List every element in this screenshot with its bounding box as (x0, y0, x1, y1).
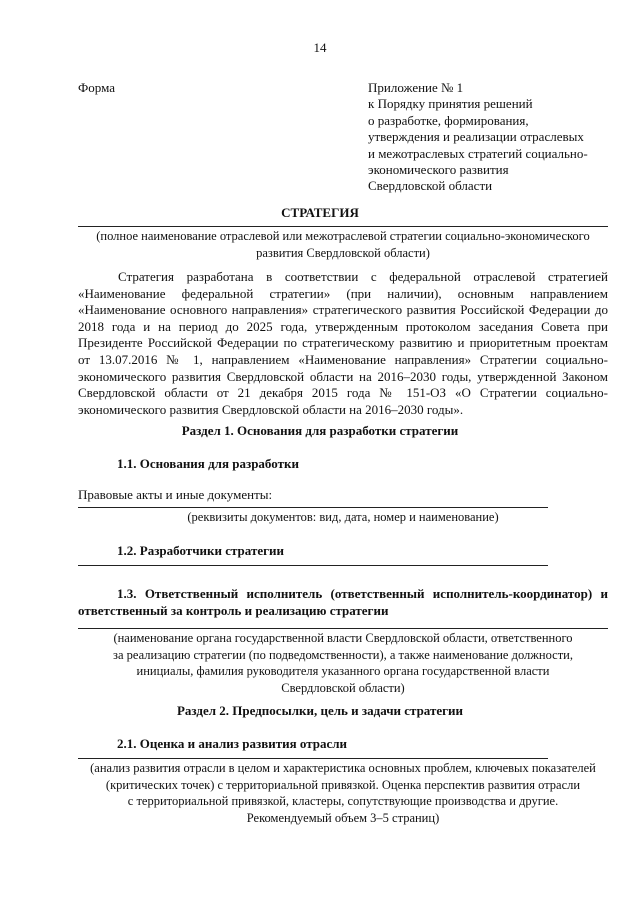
title-caption: (полное наименование отраслевой или межотраслевой стратегии социально-экономического развития Свердловской области) (96, 229, 590, 260)
section-2-heading: Раздел 2. Предпосылки, цель и задачи стратегии (176, 703, 464, 718)
document-title: СТРАТЕГИЯ (281, 205, 359, 220)
appendix-block (368, 80, 618, 195)
intro-paragraph: Стратегия разработана в соответствии с федеральной отраслевой стратегией «Наименование федеральной стратегии» (при наличии), основным направлением «Наименование основного направления» стратегического развития Российской Федерации до 2018 года и на период до 2025 года, утвержденным протоколом заседания Совета при Президенте Российской Федерации по стратегическому развитию и приоритетным проектам от 13.07.2016 № 1, направлением «Наименование направления» Стратегии социально-экономического развития Свердловской области на 2016–2030 годы, утвержденной Законом Свердловской области от 21 декабря 2015 года № 151-ОЗ «О Стратегии социально-экономического развития Свердловской области на 2016–2030 годы». (78, 269, 608, 417)
fill-in-line (78, 226, 608, 227)
appendix-line: утверждения и реализации отраслевых (368, 129, 584, 145)
page-number: 14 (313, 40, 327, 55)
subsection-1-2-heading: 1.2. Разработчики стратегии (117, 543, 284, 558)
subsection-1-1-heading: 1.1. Основания для разработки (117, 456, 299, 471)
subsection-1-3-heading: 1.3. Ответственный исполнитель (ответственный исполнитель-координатор) и ответственный за контроль и реализацию стратегии (78, 586, 608, 618)
section-1-heading: Раздел 1. Основания для разработки стратегии (181, 423, 459, 438)
appendix-line: и межотраслевых стратегий социально- (368, 145, 588, 161)
legal-acts-label: Правовые акты и иные документы: (78, 487, 273, 502)
fill-in-line (78, 507, 548, 508)
fill-in-line (78, 758, 548, 759)
appendix-line: Свердловской области (368, 178, 493, 194)
fill-in-line (78, 565, 548, 566)
appendix-line: к Порядку принятия решений (368, 96, 533, 112)
executor-caption: (наименование органа государственной власти Свердловской области, ответственного за реализацию стратегии (по подведомственности), а также наименование должности, инициалы, фамилия руководителя указанного органа государственной власти Свердловской области) (113, 631, 573, 695)
appendix-line: Приложение № 1 (368, 80, 464, 95)
form-label: Форма (78, 80, 115, 95)
legal-acts-caption: (реквизиты документов: вид, дата, номер и наименование) (187, 510, 499, 524)
appendix-line: экономического развития (368, 162, 509, 178)
fill-in-line (78, 628, 608, 629)
analysis-caption: (анализ развития отрасли в целом и характеристика основных проблем, ключевых показателей (критических точек) с территориальной привязкой. Оценка перспектив развития отрасли с территориальной привязкой, кластеры, сопутствующие производства и другие. Рекомендуемый объем 3–5 страниц) (90, 761, 596, 825)
subsection-2-1-heading: 2.1. Оценка и анализ развития отрасли (117, 736, 348, 751)
appendix-line: о разработке, формирования, (368, 112, 529, 128)
